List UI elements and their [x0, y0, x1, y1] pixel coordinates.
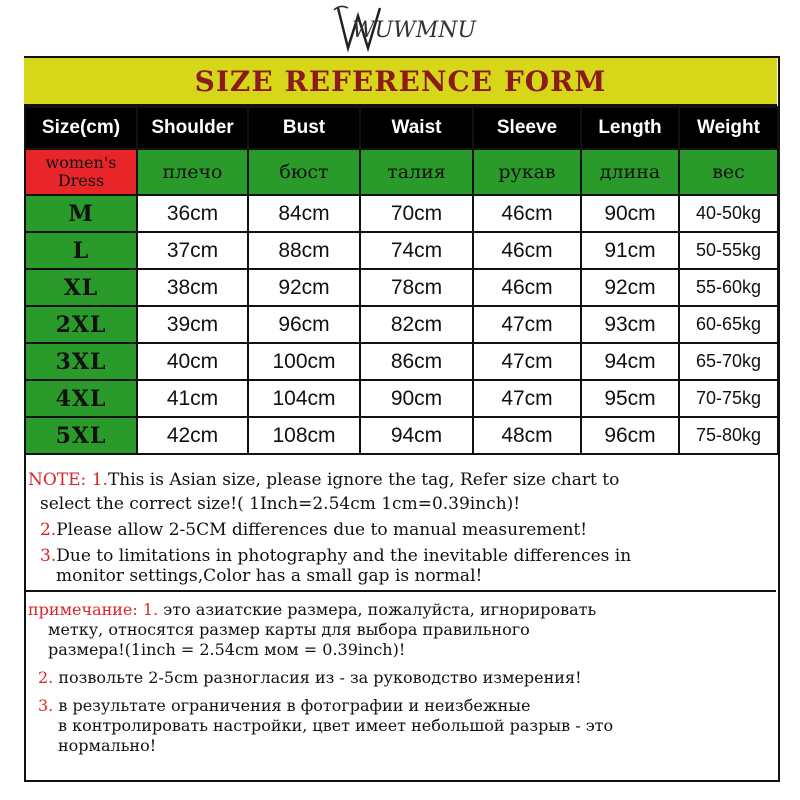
- header-bust: Bust: [248, 107, 360, 149]
- header-shoulder: Shoulder: [137, 107, 248, 149]
- sleeve-value: 46cm: [473, 269, 581, 306]
- size-label: 3XL: [25, 343, 137, 380]
- ru-note-3-line-b: в контролировать настройки, цвет имеет небольшой разрыв - это: [58, 716, 614, 735]
- weight-value: 75-80kg: [679, 417, 778, 454]
- ru-waist: талия: [360, 149, 473, 195]
- bust-value: 100cm: [248, 343, 360, 380]
- table-row: [25, 306, 778, 343]
- ru-shoulder: плечо: [137, 149, 248, 195]
- weight-value: 55-60kg: [679, 269, 778, 306]
- ru-weight: вес: [679, 149, 778, 195]
- ru-note-3-line-a: 3. в результате ограничения в фотографии и неизбежные: [38, 696, 531, 715]
- weight-value: 50-55kg: [679, 232, 778, 269]
- bust-value: 92cm: [248, 269, 360, 306]
- sleeve-value: 47cm: [473, 306, 581, 343]
- table-row: [25, 269, 778, 306]
- size-label: 2XL: [25, 306, 137, 343]
- waist-value: 70cm: [360, 195, 473, 232]
- ru-note-3-line-c: нормально!: [58, 736, 157, 755]
- header-length: Length: [581, 107, 679, 149]
- english-notes: [26, 464, 776, 592]
- womens-dress-label: women's Dress: [25, 149, 137, 195]
- note-1-line-a: NOTE: 1.This is Asian size, please ignore the tag, Refer size chart to: [28, 470, 620, 490]
- note-2: 2.Please allow 2-5CM differences due to manual measurement!: [40, 520, 588, 540]
- weight-value: 65-70kg: [679, 343, 778, 380]
- table-row: [25, 380, 778, 417]
- shoulder-value: 37cm: [137, 232, 248, 269]
- table-row: [25, 232, 778, 269]
- title-bar: [24, 58, 777, 106]
- ru-bust: бюст: [248, 149, 360, 195]
- weight-value: 60-65kg: [679, 306, 778, 343]
- header-size: Size(cm): [25, 107, 137, 149]
- shoulder-value: 36cm: [137, 195, 248, 232]
- shoulder-value: 41cm: [137, 380, 248, 417]
- size-label: L: [25, 232, 137, 269]
- header-sleeve: Sleeve: [473, 107, 581, 149]
- shoulder-value: 38cm: [137, 269, 248, 306]
- weight-value: 70-75kg: [679, 380, 778, 417]
- length-value: 96cm: [581, 417, 679, 454]
- waist-value: 90cm: [360, 380, 473, 417]
- sleeve-value: 48cm: [473, 417, 581, 454]
- header-weight: Weight: [679, 107, 778, 149]
- ru-sleeve: рукав: [473, 149, 581, 195]
- header-row: [25, 107, 778, 149]
- size-label: M: [25, 195, 137, 232]
- ru-length: длина: [581, 149, 679, 195]
- ru-note-1-line-a: примечание: 1. это азиатские размера, пожалуйста, игнорировать: [28, 600, 597, 619]
- waist-value: 82cm: [360, 306, 473, 343]
- bust-value: 96cm: [248, 306, 360, 343]
- length-value: 90cm: [581, 195, 679, 232]
- length-value: 95cm: [581, 380, 679, 417]
- table-row: [25, 343, 778, 380]
- sleeve-value: 47cm: [473, 380, 581, 417]
- length-value: 91cm: [581, 232, 679, 269]
- russian-header-row: [25, 149, 778, 195]
- shoulder-value: 42cm: [137, 417, 248, 454]
- size-label: 5XL: [25, 417, 137, 454]
- bust-value: 104cm: [248, 380, 360, 417]
- waist-value: 74cm: [360, 232, 473, 269]
- note-3-line-a: 3.Due to limitations in photography and the inevitable differences in: [40, 546, 632, 566]
- ru-note-1-line-c: размера!(1inch = 2.54cm мом = 0.39inch)!: [48, 640, 406, 659]
- ru-note-2: 2. позвольте 2-5cm разногласия из - за руководство измерения!: [38, 668, 582, 687]
- note-1-line-b: select the correct size!( 1Inch=2.54cm 1cm=0.39inch)!: [40, 494, 521, 514]
- bust-value: 108cm: [248, 417, 360, 454]
- shoulder-value: 39cm: [137, 306, 248, 343]
- bust-value: 88cm: [248, 232, 360, 269]
- note-3-line-b: monitor settings,Color has a small gap is normal!: [56, 566, 483, 586]
- shoulder-value: 40cm: [137, 343, 248, 380]
- waist-value: 78cm: [360, 269, 473, 306]
- size-label: XL: [25, 269, 137, 306]
- header-waist: Waist: [360, 107, 473, 149]
- size-table: [24, 106, 779, 455]
- ru-note-1-line-b: метку, относятся размер карты для выбора правильного: [48, 620, 530, 639]
- table-row: [25, 417, 778, 454]
- weight-value: 40-50kg: [679, 195, 778, 232]
- russian-notes: [26, 598, 776, 778]
- length-value: 93cm: [581, 306, 679, 343]
- table-row: [25, 195, 778, 232]
- sleeve-value: 46cm: [473, 232, 581, 269]
- length-value: 92cm: [581, 269, 679, 306]
- size-label: 4XL: [25, 380, 137, 417]
- waist-value: 86cm: [360, 343, 473, 380]
- waist-value: 94cm: [360, 417, 473, 454]
- sleeve-value: 47cm: [473, 343, 581, 380]
- length-value: 94cm: [581, 343, 679, 380]
- brand-name: WUWMNU: [352, 18, 477, 43]
- bust-value: 84cm: [248, 195, 360, 232]
- sleeve-value: 46cm: [473, 195, 581, 232]
- page-title: SIZE REFERENCE FORM: [194, 64, 607, 98]
